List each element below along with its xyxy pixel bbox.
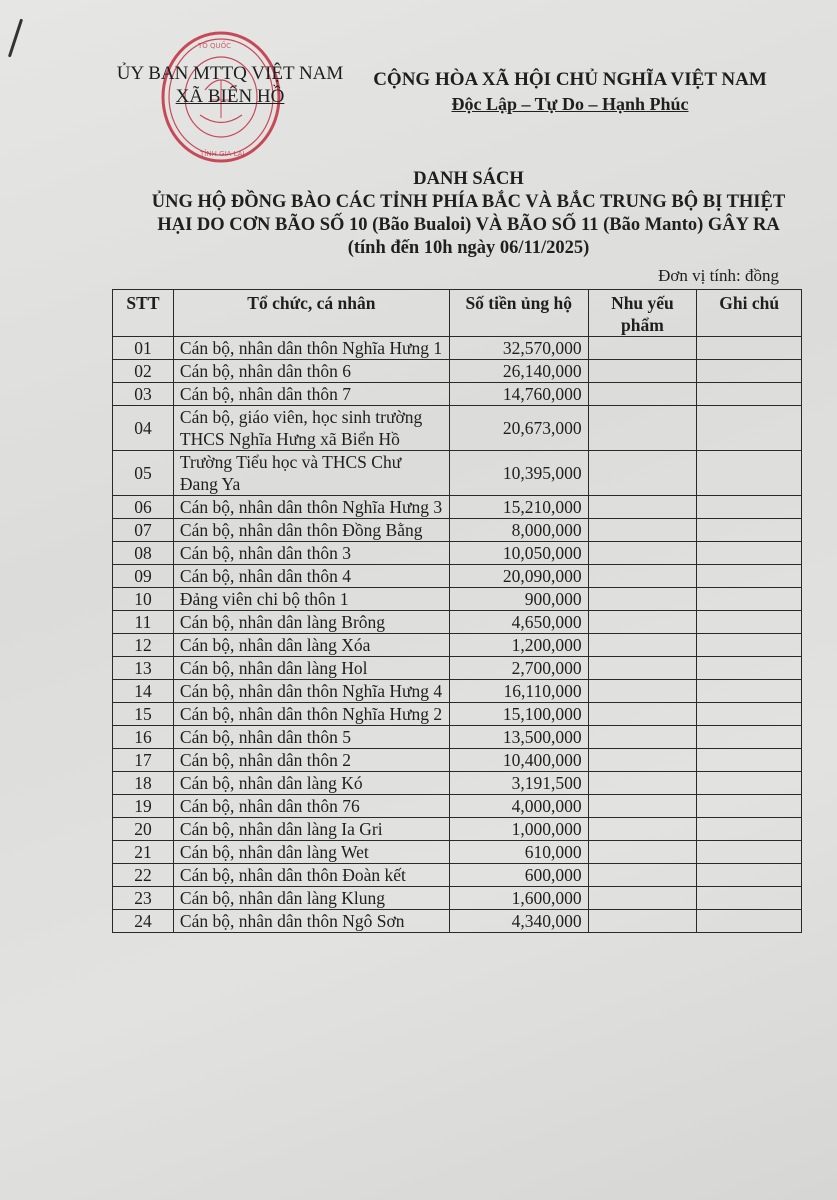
note-cell	[697, 565, 802, 588]
name-cell: Cán bộ, nhân dân làng Hol	[173, 657, 449, 680]
name-cell: Cán bộ, nhân dân làng Xóa	[173, 634, 449, 657]
table-row	[113, 542, 802, 565]
pen-mark	[8, 19, 23, 58]
col-note: Ghi chú	[697, 290, 802, 337]
note-cell	[697, 795, 802, 818]
amount-cell: 10,395,000	[449, 451, 588, 496]
need-cell	[588, 611, 697, 634]
name-cell: Cán bộ, nhân dân thôn Nghĩa Hưng 2	[173, 703, 449, 726]
need-cell	[588, 841, 697, 864]
table-row	[113, 337, 802, 360]
col-stt: STT	[113, 290, 174, 337]
col-amount: Số tiền ủng hộ	[449, 290, 588, 337]
need-cell	[588, 772, 697, 795]
amount-cell: 600,000	[449, 864, 588, 887]
table-row	[113, 496, 802, 519]
note-cell	[697, 451, 802, 496]
stt-cell: 11	[113, 611, 174, 634]
table-row	[113, 406, 802, 451]
note-cell	[697, 841, 802, 864]
amount-cell: 4,340,000	[449, 910, 588, 933]
table-row	[113, 611, 802, 634]
note-cell	[697, 496, 802, 519]
need-cell	[588, 634, 697, 657]
need-cell	[588, 360, 697, 383]
need-cell	[588, 383, 697, 406]
note-cell	[697, 360, 802, 383]
need-cell	[588, 519, 697, 542]
amount-cell: 4,000,000	[449, 795, 588, 818]
amount-cell: 1,000,000	[449, 818, 588, 841]
need-cell	[588, 703, 697, 726]
stt-cell: 07	[113, 519, 174, 542]
col-need: Nhu yếu phẩm	[588, 290, 697, 337]
amount-cell: 610,000	[449, 841, 588, 864]
stt-cell: 01	[113, 337, 174, 360]
table-row	[113, 360, 802, 383]
stt-cell: 10	[113, 588, 174, 611]
name-cell: Cán bộ, nhân dân thôn 3	[173, 542, 449, 565]
amount-cell: 8,000,000	[449, 519, 588, 542]
name-cell: Cán bộ, nhân dân thôn 7	[173, 383, 449, 406]
note-cell	[697, 749, 802, 772]
stt-cell: 19	[113, 795, 174, 818]
stt-cell: 08	[113, 542, 174, 565]
name-cell: Cán bộ, nhân dân làng Brông	[173, 611, 449, 634]
need-cell	[588, 887, 697, 910]
need-cell	[588, 337, 697, 360]
need-cell	[588, 565, 697, 588]
note-cell	[697, 703, 802, 726]
amount-cell: 14,760,000	[449, 383, 588, 406]
stt-cell: 09	[113, 565, 174, 588]
need-cell	[588, 818, 697, 841]
amount-cell: 1,600,000	[449, 887, 588, 910]
table-row	[113, 910, 802, 933]
need-cell	[588, 657, 697, 680]
title-line: DANH SÁCH	[413, 169, 524, 189]
name-cell: Trường Tiểu học và THCS Chư Đang Ya	[173, 451, 449, 496]
stt-cell: 04	[113, 406, 174, 451]
name-cell: Cán bộ, nhân dân thôn 5	[173, 726, 449, 749]
stt-cell: 18	[113, 772, 174, 795]
national-header	[365, 68, 775, 116]
note-cell	[697, 680, 802, 703]
issuer-header	[80, 62, 380, 108]
name-cell: Cán bộ, nhân dân thôn 6	[173, 360, 449, 383]
stt-cell: 20	[113, 818, 174, 841]
amount-cell: 1,200,000	[449, 634, 588, 657]
table-row	[113, 772, 802, 795]
note-cell	[697, 542, 802, 565]
issuer-commune: XÃ BIỂN HỒ	[175, 86, 285, 107]
note-cell	[697, 519, 802, 542]
name-cell: Cán bộ, nhân dân làng Wet	[173, 841, 449, 864]
amount-cell: 2,700,000	[449, 657, 588, 680]
need-cell	[588, 910, 697, 933]
col-name: Tổ chức, cá nhân	[173, 290, 449, 337]
note-cell	[697, 910, 802, 933]
need-cell	[588, 496, 697, 519]
note-cell	[697, 726, 802, 749]
name-cell: Đảng viên chi bộ thôn 1	[173, 588, 449, 611]
title-line: ỦNG HỘ ĐỒNG BÀO CÁC TỈNH PHÍA BẮC VÀ BẮC TRUNG BỘ BỊ THIỆT	[151, 192, 786, 212]
note-cell	[697, 634, 802, 657]
amount-cell: 20,090,000	[449, 565, 588, 588]
stt-cell: 24	[113, 910, 174, 933]
amount-cell: 10,400,000	[449, 749, 588, 772]
national-motto: Độc Lập – Tự Do – Hạnh Phúc	[451, 94, 689, 114]
note-cell	[697, 337, 802, 360]
name-cell: Cán bộ, giáo viên, học sinh trường THCS Nghĩa Hưng xã Biển Hồ	[173, 406, 449, 451]
table-row	[113, 841, 802, 864]
name-cell: Cán bộ, nhân dân làng Ia Gri	[173, 818, 449, 841]
table-row	[113, 565, 802, 588]
note-cell	[697, 864, 802, 887]
table-row	[113, 726, 802, 749]
need-cell	[588, 542, 697, 565]
note-cell	[697, 588, 802, 611]
note-cell	[697, 772, 802, 795]
need-cell	[588, 795, 697, 818]
amount-cell: 15,210,000	[449, 496, 588, 519]
table-row	[113, 818, 802, 841]
currency-unit: Đơn vị tính: đồng	[658, 266, 779, 285]
stt-cell: 06	[113, 496, 174, 519]
amount-cell: 900,000	[449, 588, 588, 611]
need-cell	[588, 588, 697, 611]
need-cell	[588, 406, 697, 451]
table-row	[113, 657, 802, 680]
table-row	[113, 887, 802, 910]
table-row	[113, 588, 802, 611]
table-row	[113, 795, 802, 818]
name-cell: Cán bộ, nhân dân thôn Đồng Bằng	[173, 519, 449, 542]
table-header-row	[113, 290, 802, 337]
svg-text:TỔ QUỐC: TỔ QUỐC	[198, 42, 232, 50]
stt-cell: 21	[113, 841, 174, 864]
amount-cell: 32,570,000	[449, 337, 588, 360]
name-cell: Cán bộ, nhân dân thôn Nghĩa Hưng 1	[173, 337, 449, 360]
stt-cell: 23	[113, 887, 174, 910]
name-cell: Cán bộ, nhân dân thôn 2	[173, 749, 449, 772]
table-row	[113, 864, 802, 887]
name-cell: Cán bộ, nhân dân thôn Đoàn kết	[173, 864, 449, 887]
table-row	[113, 749, 802, 772]
table-row	[113, 634, 802, 657]
amount-cell: 16,110,000	[449, 680, 588, 703]
need-cell	[588, 726, 697, 749]
table-row	[113, 383, 802, 406]
amount-cell: 20,673,000	[449, 406, 588, 451]
stt-cell: 14	[113, 680, 174, 703]
note-cell	[697, 611, 802, 634]
stt-cell: 05	[113, 451, 174, 496]
title-date: (tính đến 10h ngày 06/11/2025)	[347, 238, 590, 258]
donation-table	[112, 289, 802, 933]
stt-cell: 17	[113, 749, 174, 772]
amount-cell: 10,050,000	[449, 542, 588, 565]
note-cell	[697, 406, 802, 451]
stt-cell: 03	[113, 383, 174, 406]
need-cell	[588, 864, 697, 887]
national-name: CỘNG HÒA XÃ HỘI CHỦ NGHĨA VIỆT NAM	[373, 69, 767, 90]
name-cell: Cán bộ, nhân dân thôn Nghĩa Hưng 4	[173, 680, 449, 703]
name-cell: Cán bộ, nhân dân thôn 76	[173, 795, 449, 818]
need-cell	[588, 451, 697, 496]
amount-cell: 26,140,000	[449, 360, 588, 383]
table-row	[113, 451, 802, 496]
name-cell: Cán bộ, nhân dân thôn Ngô Sơn	[173, 910, 449, 933]
table-row	[113, 680, 802, 703]
stt-cell: 15	[113, 703, 174, 726]
note-cell	[697, 383, 802, 406]
note-cell	[697, 887, 802, 910]
stt-cell: 16	[113, 726, 174, 749]
amount-cell: 13,500,000	[449, 726, 588, 749]
note-cell	[697, 657, 802, 680]
name-cell: Cán bộ, nhân dân thôn 4	[173, 565, 449, 588]
name-cell: Cán bộ, nhân dân thôn Nghĩa Hưng 3	[173, 496, 449, 519]
name-cell: Cán bộ, nhân dân làng Klung	[173, 887, 449, 910]
document-title	[150, 168, 787, 260]
table-row	[113, 519, 802, 542]
amount-cell: 3,191,500	[449, 772, 588, 795]
need-cell	[588, 680, 697, 703]
issuer-name: ỦY BAN MTTQ VIỆT NAM	[116, 63, 344, 84]
stt-cell: 12	[113, 634, 174, 657]
note-cell	[697, 818, 802, 841]
need-cell	[588, 749, 697, 772]
table-row	[113, 703, 802, 726]
stt-cell: 13	[113, 657, 174, 680]
svg-text:TỈNH GIA LAI: TỈNH GIA LAI	[200, 150, 245, 158]
stt-cell: 22	[113, 864, 174, 887]
title-line: HẠI DO CƠN BÃO SỐ 10 (Bão Bualoi) VÀ BÃO SỐ 11 (Bão Manto) GÂY RA	[157, 215, 780, 235]
amount-cell: 15,100,000	[449, 703, 588, 726]
name-cell: Cán bộ, nhân dân làng Kó	[173, 772, 449, 795]
amount-cell: 4,650,000	[449, 611, 588, 634]
stt-cell: 02	[113, 360, 174, 383]
